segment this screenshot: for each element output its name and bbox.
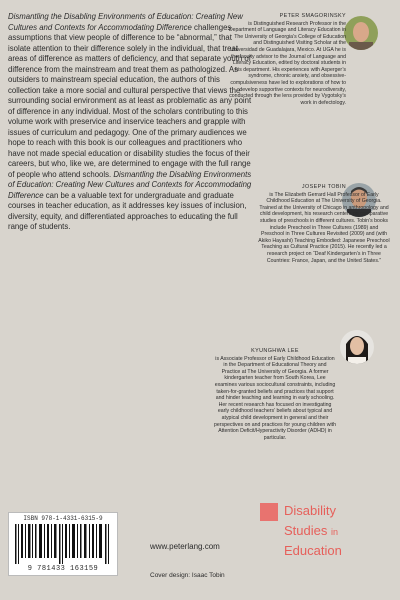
author-bio-tobin bbox=[258, 184, 390, 264]
book-description bbox=[8, 12, 254, 233]
series-logo-square bbox=[260, 503, 278, 521]
isbn-digits: 9 781433 163159 bbox=[27, 565, 99, 573]
author-photo-lee bbox=[340, 330, 374, 364]
book-title-italic-repeat: Dismantling the Disabling Environments of Education: Creating New Cultures and Contexts for Accommodating Difference bbox=[8, 169, 252, 200]
series-logo-line3: Education bbox=[284, 543, 342, 558]
series-logo bbox=[260, 500, 388, 588]
book-title-italic: Dismantling the Disabling Environments of Education: Creating New Cultures and Contexts for Accommodating Difference bbox=[8, 12, 243, 32]
isbn-number: ISBN 978-1-4331-6315-9 bbox=[23, 515, 103, 522]
series-logo-in: in bbox=[331, 527, 339, 537]
author-bio-text: is Associate Professor of Early Childhood Education in the Department of Educational Theory and Practice at The University of Georgia. A former kindergarten teacher from South Korea, Lee examines various sociocultural constraints, including taken-for-granted beliefs and practices that support and hinder teaching and learning in early schooling. Her recent research has focused on investigating early childhood teachers’ beliefs about typical and atypical child development in general and their perspectives on and practices for young children with Attention Deficit/Hyperactivity Disorder (ADHD) in particular. bbox=[214, 355, 336, 441]
cover-design-credit: Cover design: Isaac Tobin bbox=[150, 572, 225, 579]
author-bio-text: is The Elizabeth Gerrard Hall Professor of Early Childhood Education at The University of Georgia. Trained at the University of Chicago in anthropology and child development, his research centers on comparative studies of preschools in different cultures. Tobin’s books include Preschool in Three Cultures (1989) and Preschool in Three Cultures Revisited (2009) and (with Akiko Hayashi) Teaching Embodied: Japanese Preschool Teaching as Cultural Practice (2015). He recently led a research project on “Deaf Kindergarten’s in Three Countries: France, Japan, and the United States.” bbox=[258, 191, 390, 264]
description-text: challenges assumptions that view people of difference to be “abnormal,” that isolate attention to their difference solely in the individual, that treat areas of difference as matters of deficiency, and that separate youth of difference from the mainstream and treat them as pathologized. As outsiders to mainstream special education, the authors of this collection take a more social and cultural perspective that views the surrounding social environment as at least as problematic as any point of difference in any individual. Most of the scholars contributing to this volume work with preservice and inservice teachers and grapple with issues of curriculum and pedagogy. One of the primary audiences we hope to reach with this book is our colleagues and practitioners who have not made special education or disability studies the focus of their careers, but who, like we, are determined to engage with the full range of people who attend schools. bbox=[8, 22, 252, 179]
barcode-icon bbox=[15, 524, 111, 564]
publisher-url[interactable]: www.peterlang.com bbox=[150, 542, 220, 551]
author-bio-smagorinsky bbox=[228, 13, 346, 106]
author-bio-lee bbox=[214, 348, 336, 441]
description-text-end: can be a valuable text for undergraduate and graduate courses in teacher education, as it addresses key issues of inclusion, diversity, equity, and differentiated approaches to educating the full range of students. bbox=[8, 190, 247, 231]
series-logo-line2 bbox=[284, 523, 338, 540]
series-logo-line1: Disability bbox=[284, 503, 337, 518]
author-bio-text: is Distinguished Research Professor in the Department of Language and Literacy Education in The University of Georgia’s College of Education and Distinguished Visiting Scholar at the Universidad de Guadalajara, Mexico. At UGA he is the faculty advisor to the Journal of Language and Literacy Education, edited by doctoral students in his department. His experiences with Asperger’s syndrome, chronic anxiety, and obsessive-compulsiveness have led to explorations of how to develop supportive contexts for neurodiversity, conducted through the lens provided by Vygotsky’s work in defectology. bbox=[228, 20, 346, 106]
isbn-barcode bbox=[8, 512, 118, 576]
author-name: JOSEPH TOBIN bbox=[301, 184, 347, 190]
series-logo-studies: Studies bbox=[284, 523, 328, 538]
author-name: PETER SMAGORINSKY bbox=[279, 13, 346, 19]
author-photo-smagorinsky bbox=[344, 16, 378, 50]
author-name: KYUNGHWA LEE bbox=[251, 348, 299, 354]
